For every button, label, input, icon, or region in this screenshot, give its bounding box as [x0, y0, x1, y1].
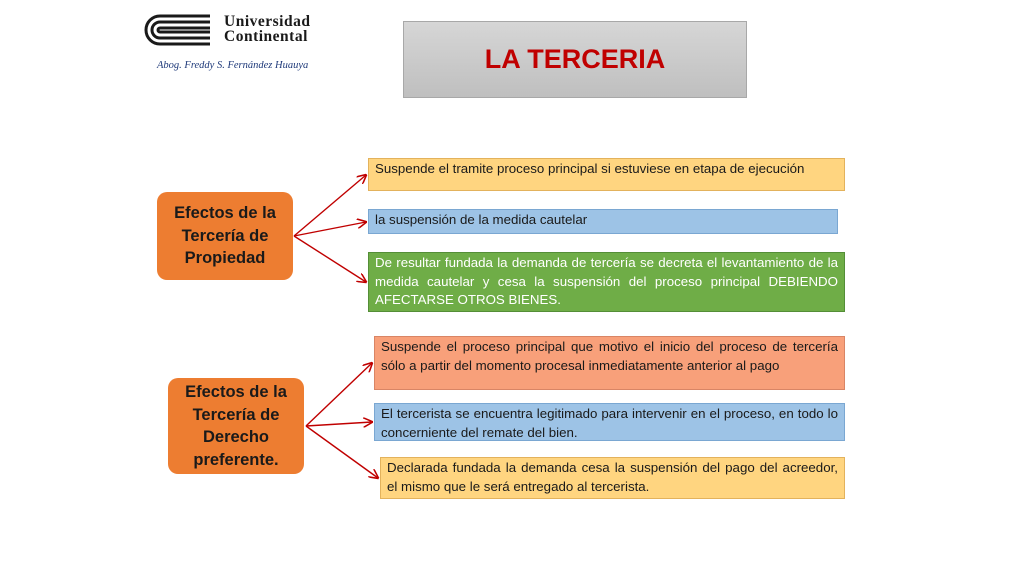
arrow-derecho-3 [306, 426, 378, 478]
category-derecho-preferente: Efectos de la Tercería de Derecho preferente. [168, 378, 304, 474]
logo-line-2: Continental [224, 28, 308, 45]
effect-derecho-declarada: Declarada fundada la demanda cesa la suspensión del pago del acreedor, el mismo que le será entregado al tercerista. [380, 457, 845, 499]
author-credit: Abog. Freddy S. Fernández Huauya [157, 60, 309, 71]
effect-derecho-legitimado: El tercerista se encuentra legitimado para intervenir en el proceso, en todo lo concerniente del remate del bien. [374, 403, 845, 441]
arrow-derecho-2 [306, 422, 372, 426]
arrow-propiedad-3 [294, 236, 366, 282]
arrow-propiedad-2 [294, 222, 366, 236]
slide-title: LA TERCERIA [484, 44, 666, 74]
effect-propiedad-suspension-medida: la suspensión de la medida cautelar [368, 209, 838, 234]
logo-line-1: Universidad [224, 13, 311, 30]
category-propiedad: Efectos de la Tercería de Propiedad [157, 192, 293, 280]
effect-propiedad-fundada: De resultar fundada la demanda de tercería se decreta el levantamiento de la medida cautelar y cesa la suspensión del proceso principal DEBIENDO AFECTARSE OTROS BIENES. [368, 252, 845, 312]
effect-propiedad-suspende: Suspende el tramite proceso principal si estuviese en etapa de ejecución [368, 158, 845, 191]
effect-derecho-suspende: Suspende el proceso principal que motivo el inicio del proceso de tercería sólo a partir del momento procesal inmediatamente anterior al pago [374, 336, 845, 390]
arrow-derecho-1 [306, 363, 372, 426]
arrow-propiedad-1 [294, 175, 366, 236]
